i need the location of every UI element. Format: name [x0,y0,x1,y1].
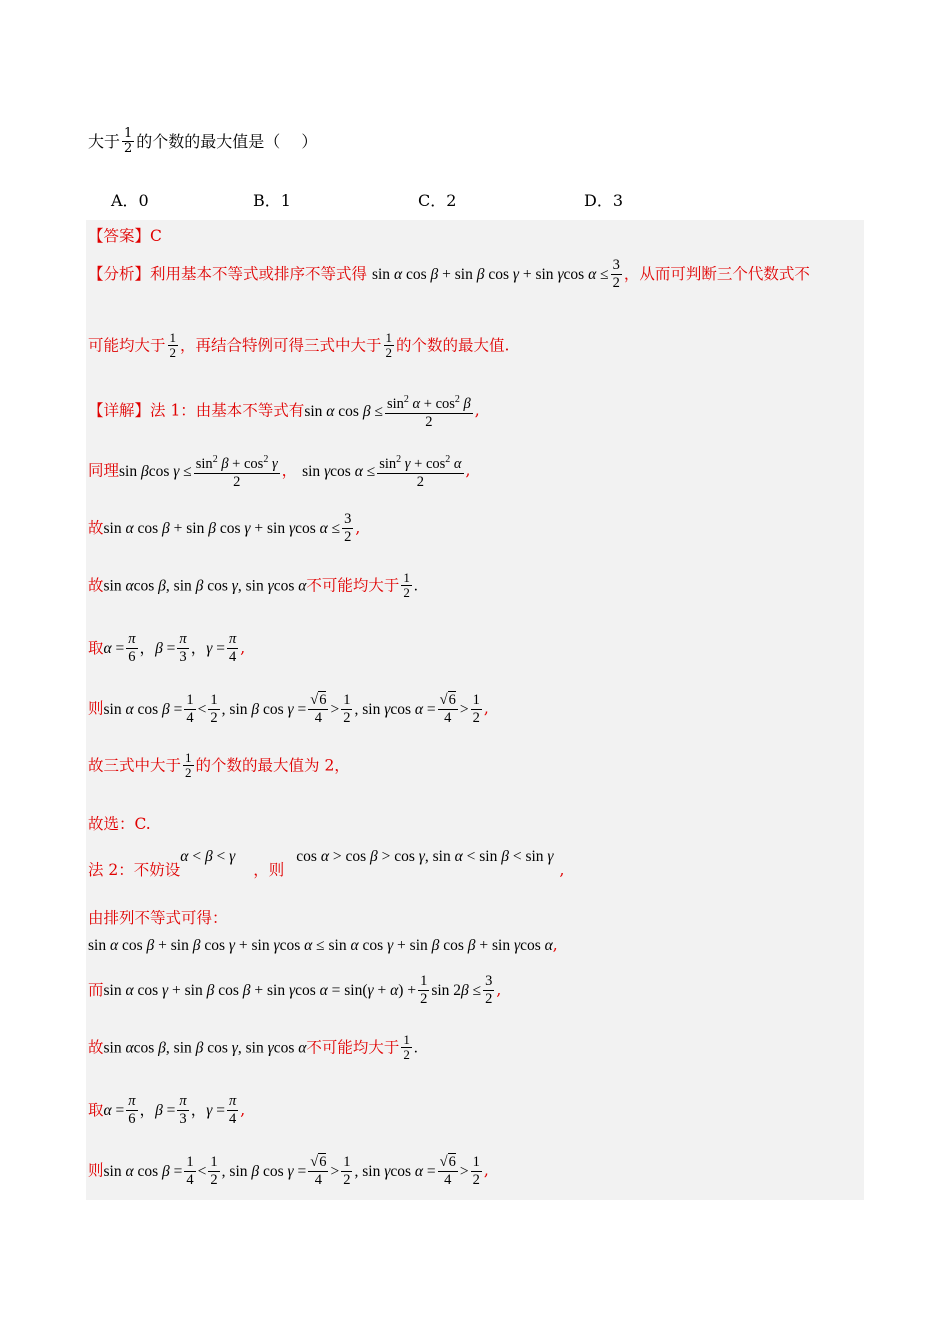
question-suffix: 的个数的最大值是（ ） [136,132,318,151]
answer-tag: 【答案】 [88,227,151,245]
detail-rearrange-line: 由排列不等式可得： [88,909,228,927]
detail-line-gu2: 故sin αcos β, sin β cos γ, sin γcos α不可能均大于 $\frac{1}{2}$ . [88,1032,418,1062]
formula-sum-cos: sin α cos β + sin β cos γ + sin γcos α ≤ $\frac{3}{2}$ [371,257,620,291]
option-c[interactable]: C．2 [418,191,457,210]
option-b[interactable]: B．1 [253,191,291,210]
option-a[interactable]: A．0 [111,191,149,210]
answer-value: C [150,227,162,245]
detail-tag: 【详解】 [88,401,151,420]
detail-line-4: 故sin αcos β, sin β cos γ, sin γcos α不可能均大于 $\frac{1}{2}$ . [88,570,418,600]
detail-line-2: 同理sin βcos γ ≤ $\frac{\sin^2 \beta + \cos^2 \gamma}{2}$ ， sin γcos α ≤ $\frac{\sin^2 \gamma + \cos^2 \alpha}{2}$ , [88,454,471,490]
answer-line [88,224,162,246]
detail-select-line: 故选：C. [88,815,151,833]
analysis-tag: 【分析】 [88,265,151,284]
fraction-half: $\frac{1}{2}$ [124,126,133,156]
detail-line-5: 取α = $\frac{\pi}{6}$ ，β = $\frac{\pi}{3}$ ，γ = $\frac{\pi}{4}$ , [88,631,246,665]
detail-line-3: 故sin α cos β + sin β cos γ + sin γcos α ≤ $\frac{3}{2}$ , [88,511,361,545]
detail-line-ze2: 则sin α cos β = $\frac{1}{4}$ < $\frac{1}{2}$ , sin β cos γ = $\frac{√6}{4}$ > $\frac{1}{2}$ , sin γcos α = $\frac{√6}{4}$ > $\frac{1}{2}$ , [88,1153,489,1188]
detail-line-6: 则sin α cos β = $\frac{1}{4}$ < $\frac{1}{2}$ , sin β cos γ = $\frac{√6}{4}$ > $\frac{1}{2}$ , sin γcos α = $\frac{√6}{4}$ > $\frac{1}{2}$ , [88,691,489,726]
question-line [88,128,317,157]
detail-line-er: 而sin α cos γ + sin β cos β + sin γcos α = sin(γ + α) + $\frac{1}{2}$ sin 2β ≤ $\frac{3}{2}$ , [88,973,502,1007]
detail-method2-line: 法 2：不妨设α < β < γ，则cos α > cos β > cos γ, sin α < sin β < sin γ, [88,848,565,879]
detail-line-7: 故三式中大于 $\frac{1}{2}$ 的个数的最大值为 2， [88,750,350,780]
option-d[interactable]: D．3 [584,191,624,210]
detail-line-qu2: 取α = $\frac{\pi}{6}$ ，β = $\frac{\pi}{3}$ ，γ = $\frac{\pi}{4}$ , [88,1093,246,1127]
detail-line-1: 【详解】法 1：由基本不等式有sin α cos β ≤ $\frac{\sin^2 \alpha + \cos^2 \beta}{2}$ , [88,394,480,430]
analysis-line-1: 【分析】利用基本不等式或排序不等式得 sin α cos β + sin β cos γ + sin γcos α ≤ $\frac{3}{2}$ ，从而可判断三个代数式不 [88,257,810,291]
detail-rearrange-formula: sin α cos β + sin β cos γ + sin γcos α ≤ sin α cos γ + sin β cos β + sin γcos α, [88,936,558,954]
analysis-line-2: 可能均大于 $\frac{1}{2}$ ，再结合特例可得三式中大于 $\frac{1}{2}$ 的个数的最大值. [88,330,510,360]
question-prefix: 大于 [88,132,121,151]
